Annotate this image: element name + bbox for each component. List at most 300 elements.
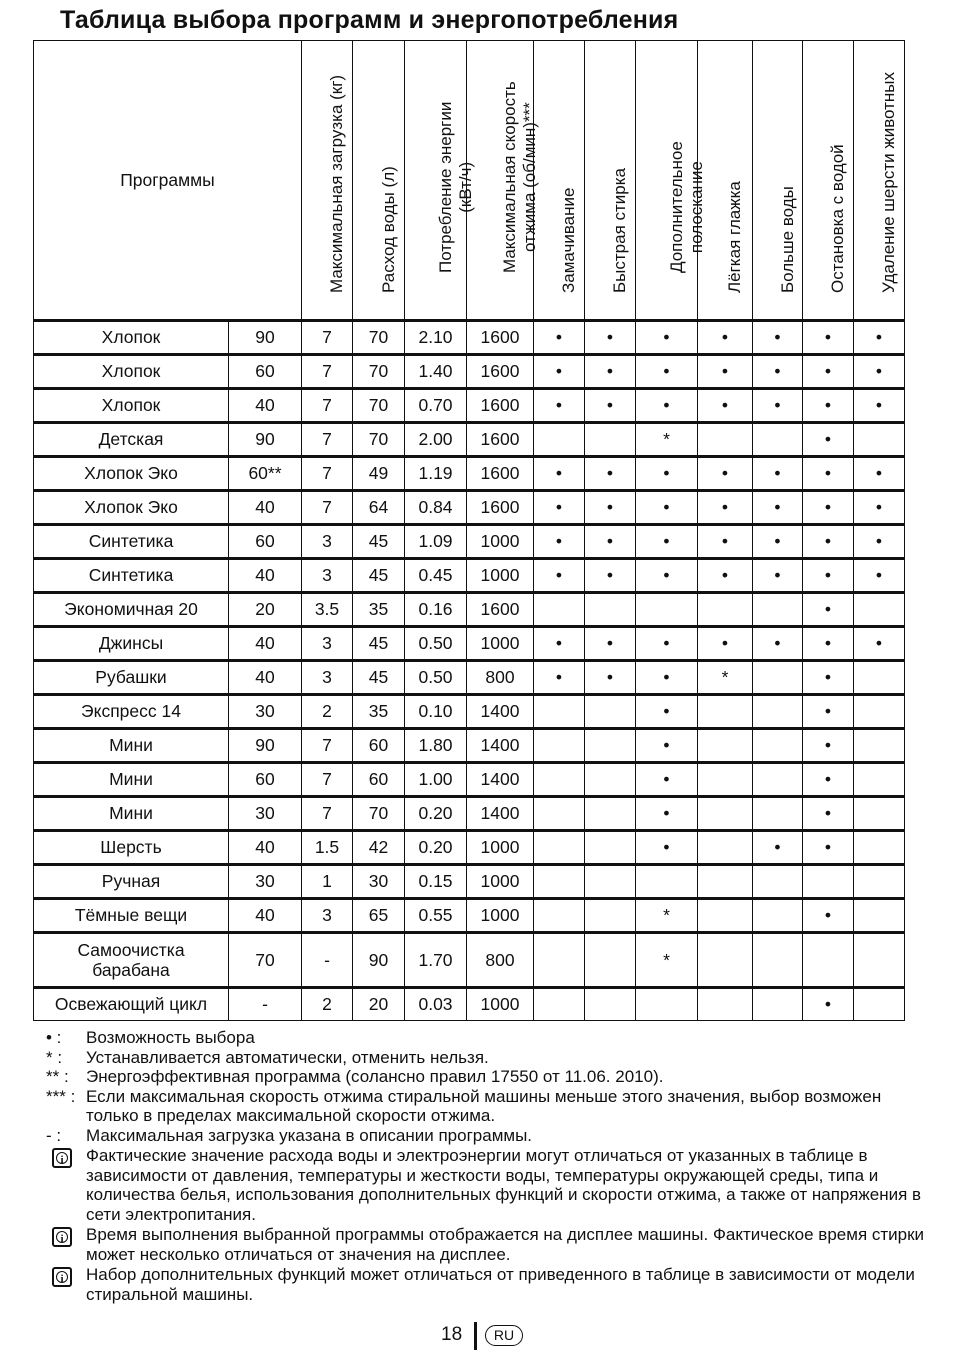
column-header-wrap [302,41,352,319]
temperature-cell: 40 [229,831,302,865]
max-spin-cell: 1400 [467,729,534,763]
option-cell: • [698,457,753,491]
info-icon [52,1267,72,1287]
temperature-cell: 40 [229,491,302,525]
water-usage-cell: 90 [353,933,405,988]
option-cell [854,763,905,797]
option-cell: • [585,321,636,355]
table-row [34,627,905,661]
option-cell [753,695,803,729]
option-cell [854,933,905,988]
max-spin-cell: 1000 [467,988,534,1021]
option-cell: • [636,389,698,423]
water-usage-cell: 20 [353,988,405,1021]
max-load-cell: 3 [302,899,353,933]
option-cell [854,593,905,627]
column-header-wrap [405,41,475,319]
option-cell [753,988,803,1021]
max-spin-cell: 1600 [467,491,534,525]
footnotes [46,1028,936,1304]
table-row [34,423,905,457]
column-header-label: Больше воды [777,186,797,293]
option-cell [698,763,753,797]
option-cell: • [534,661,585,695]
option-cell: • [636,627,698,661]
max-load-cell: 7 [302,763,353,797]
option-cell: • [753,627,803,661]
water-usage-cell: 49 [353,457,405,491]
temperature-cell: 60 [229,525,302,559]
program-name-cell: Рубашки [34,661,229,695]
max-load-cell: 7 [302,423,353,457]
option-cell: • [636,797,698,831]
water-usage-cell: 70 [353,321,405,355]
footnote-text: Если максимальная скорость отжима стиральной машины меньше этого значения, выбор возможен только в пределах максимальной скорости отжима. [86,1086,882,1125]
table-row [34,389,905,423]
option-cell: • [534,491,585,525]
option-cell: • [636,457,698,491]
info-icon [52,1148,72,1168]
water-usage-cell: 70 [353,389,405,423]
temperature-cell: 90 [229,423,302,457]
energy-usage-cell: 0.55 [405,899,467,933]
column-header [854,41,905,321]
water-usage-cell: 70 [353,423,405,457]
option-cell [534,797,585,831]
table-row [34,988,905,1021]
option-cell: • [803,525,854,559]
option-cell: • [585,661,636,695]
option-cell [534,988,585,1021]
footnote-marker: * : [46,1047,63,1067]
temperature-cell: 20 [229,593,302,627]
option-cell: • [636,763,698,797]
option-cell [753,763,803,797]
option-cell [854,865,905,899]
option-cell: • [753,525,803,559]
info-note [46,1225,936,1264]
program-name-cell: Шерсть [34,831,229,865]
energy-usage-cell: 0.70 [405,389,467,423]
option-cell [854,695,905,729]
page-title: Таблица выбора программ и энергопотребления [60,6,679,34]
option-cell: • [803,423,854,457]
option-cell [534,593,585,627]
option-cell: • [803,355,854,389]
program-name-cell: Экспресс 14 [34,695,229,729]
option-cell [636,865,698,899]
info-icon [52,1227,72,1247]
program-name-cell: Самоочистка барабана [34,933,229,988]
column-header [636,41,706,321]
temperature-cell: 40 [229,559,302,593]
option-cell [585,865,636,899]
option-cell [585,899,636,933]
option-cell: • [753,389,803,423]
option-cell [585,797,636,831]
option-cell [585,695,636,729]
program-name-cell: Хлопок [34,355,229,389]
max-load-cell: 7 [302,797,353,831]
energy-usage-cell: 0.16 [405,593,467,627]
footnote [46,1028,936,1048]
option-cell [698,988,753,1021]
option-cell: • [803,457,854,491]
option-cell: • [636,661,698,695]
max-load-cell: 3 [302,661,353,695]
option-cell [698,593,753,627]
max-spin-cell: 1600 [467,389,534,423]
temperature-cell: 40 [229,899,302,933]
energy-usage-cell: 1.09 [405,525,467,559]
footnote-text: Энергоэффективная программа (солансно правил 17550 от 11.06. 2010). [86,1067,664,1086]
max-spin-cell: 1000 [467,831,534,865]
max-load-cell: 7 [302,457,353,491]
max-spin-cell: 1400 [467,797,534,831]
column-header [585,41,636,321]
option-cell [753,899,803,933]
table-row [34,729,905,763]
option-cell: • [698,559,753,593]
max-spin-cell: 800 [467,661,534,695]
option-cell: • [803,899,854,933]
table-row [34,355,905,389]
option-cell: • [698,355,753,389]
water-usage-cell: 65 [353,899,405,933]
energy-usage-cell: 1.19 [405,457,467,491]
energy-usage-cell: 2.10 [405,321,467,355]
info-icon-glyph: i [60,1273,64,1285]
program-name-cell: Джинсы [34,627,229,661]
option-cell: • [585,491,636,525]
column-header-label: Потребление энергии (кВт/ч) [435,101,475,273]
option-cell [585,933,636,988]
option-cell: • [585,457,636,491]
table-row [34,559,905,593]
option-cell: • [803,729,854,763]
option-cell [753,661,803,695]
column-header-label: Максимальная скорость отжима (об/мин)*** [500,81,539,273]
option-cell: * [636,933,698,988]
max-load-cell: 7 [302,729,353,763]
option-cell [753,729,803,763]
temperature-cell: 60 [229,763,302,797]
max-spin-cell: 1000 [467,899,534,933]
option-cell [585,831,636,865]
option-cell [534,865,585,899]
temperature-cell: 30 [229,797,302,831]
water-usage-cell: 70 [353,797,405,831]
program-name-cell: Хлопок [34,389,229,423]
column-header-label: Быстрая стирка [610,167,629,293]
footer-divider [474,1322,477,1350]
temperature-cell: 70 [229,933,302,988]
option-cell: • [854,559,905,593]
energy-usage-cell: 0.03 [405,988,467,1021]
table-row [34,865,905,899]
table-row [34,831,905,865]
option-cell: • [534,457,585,491]
option-cell [753,423,803,457]
program-name-cell: Тёмные вещи [34,899,229,933]
option-cell [803,865,854,899]
option-cell: • [803,491,854,525]
column-header [467,41,539,321]
info-note [46,1146,936,1224]
table-row [34,933,905,988]
column-header-wrap [353,41,404,319]
footnote-text: Максимальная загрузка указана в описании программы. [86,1125,533,1145]
option-cell: * [698,661,753,695]
option-cell: • [753,831,803,865]
temperature-cell: 90 [229,729,302,763]
option-cell: • [753,491,803,525]
max-spin-cell: 1600 [467,423,534,457]
option-cell [534,695,585,729]
footnote-text: Устанавливается автоматически, отменить нельзя. [86,1047,489,1067]
info-note-text: Время выполнения выбранной программы отображается на дисплее машины. Фактическое время стирки может несколько отличаться от значения на дисплее. [86,1225,925,1264]
water-usage-cell: 64 [353,491,405,525]
table-row [34,525,905,559]
option-cell: • [753,355,803,389]
water-usage-cell: 60 [353,763,405,797]
option-cell: * [636,423,698,457]
water-usage-cell: 30 [353,865,405,899]
column-header [302,41,353,321]
table-row [34,457,905,491]
max-spin-cell: 1000 [467,865,534,899]
option-cell [854,661,905,695]
option-cell [753,933,803,988]
option-cell: • [803,695,854,729]
temperature-cell: 40 [229,661,302,695]
option-cell: • [698,389,753,423]
option-cell: • [636,695,698,729]
option-cell: • [585,559,636,593]
table-row [34,797,905,831]
program-name-cell: Мини [34,797,229,831]
water-usage-cell: 60 [353,729,405,763]
option-cell [585,729,636,763]
option-cell: • [803,593,854,627]
option-cell: • [585,627,636,661]
info-icon-glyph: i [60,1154,64,1166]
option-cell: • [585,355,636,389]
energy-usage-cell: 0.20 [405,797,467,831]
option-cell [636,593,698,627]
column-header-label: Максимальная загрузка (кг) [327,74,346,293]
option-cell: • [534,525,585,559]
info-note [46,1265,936,1304]
water-usage-cell: 45 [353,661,405,695]
option-cell: • [698,321,753,355]
column-header [353,41,405,321]
option-cell: • [803,389,854,423]
program-name-cell: Детская [34,423,229,457]
option-cell [698,831,753,865]
program-name-cell: Синтетика [34,525,229,559]
energy-usage-cell: 0.45 [405,559,467,593]
option-cell: • [636,559,698,593]
max-spin-cell: 800 [467,933,534,988]
program-table [33,40,905,1021]
max-load-cell: 3.5 [302,593,353,627]
option-cell: • [803,321,854,355]
option-cell: • [803,627,854,661]
column-header-wrap [636,41,706,319]
option-cell: • [854,355,905,389]
column-header [803,41,854,321]
max-spin-cell: 1000 [467,525,534,559]
info-note-text: Набор дополнительных функций может отличаться от приведенного в таблице в зависимости от модели стиральной машины. [86,1265,915,1304]
option-cell: • [803,988,854,1021]
info-note-text: Фактические значение расхода воды и электроэнергии могут отличаться от указанных в таблице в зависимости от давления, температуры и жесткости воды, температуры окружающей среды, типа и количества белья, использования дополнительных функций и скорости отжима, а также от напряжения в сети электропитания. [86,1146,922,1224]
program-name-cell: Синтетика [34,559,229,593]
column-header-wrap [698,41,752,319]
program-name-cell: Хлопок Эко [34,457,229,491]
option-cell: • [753,457,803,491]
page-number: 18 [441,1324,463,1345]
max-spin-cell: 1600 [467,355,534,389]
water-usage-cell: 45 [353,559,405,593]
energy-usage-cell: 1.40 [405,355,467,389]
table-row [34,695,905,729]
column-header-label: Расход воды (л) [378,166,398,293]
program-name-cell: Мини [34,729,229,763]
programs-header: Программы [34,41,302,321]
max-load-cell: 2 [302,695,353,729]
option-cell [534,763,585,797]
option-cell: • [698,491,753,525]
max-load-cell: 7 [302,389,353,423]
max-load-cell: 7 [302,321,353,355]
program-name-cell: Хлопок [34,321,229,355]
footnote-marker: • : [46,1028,62,1047]
column-header-wrap [585,41,635,319]
program-name-cell: Ручная [34,865,229,899]
option-cell: • [585,525,636,559]
energy-usage-cell: 1.80 [405,729,467,763]
max-spin-cell: 1600 [467,457,534,491]
option-cell [698,423,753,457]
option-cell: • [534,559,585,593]
energy-usage-cell: 0.20 [405,831,467,865]
option-cell [854,899,905,933]
column-header-label: Лёгкая глажка [725,181,744,293]
option-cell [534,423,585,457]
max-load-cell: 1.5 [302,831,353,865]
option-cell [585,423,636,457]
option-cell: • [854,627,905,661]
footnote-marker: *** : [46,1086,76,1106]
option-cell [854,988,905,1021]
temperature-cell: - [229,988,302,1021]
option-cell [854,423,905,457]
max-spin-cell: 1000 [467,627,534,661]
option-cell: • [698,525,753,559]
water-usage-cell: 35 [353,593,405,627]
temperature-cell: 60** [229,457,302,491]
max-spin-cell: 1600 [467,593,534,627]
option-cell: • [854,457,905,491]
option-cell [636,988,698,1021]
footnote-marker: ** : [46,1067,69,1086]
option-cell: • [803,797,854,831]
option-cell [585,763,636,797]
option-cell: • [636,491,698,525]
temperature-cell: 30 [229,865,302,899]
option-cell [854,729,905,763]
max-load-cell: 3 [302,627,353,661]
water-usage-cell: 35 [353,695,405,729]
footnote [46,1048,936,1068]
energy-usage-cell: 2.00 [405,423,467,457]
max-spin-cell: 1400 [467,763,534,797]
max-load-cell: 3 [302,525,353,559]
option-cell [854,797,905,831]
temperature-cell: 40 [229,627,302,661]
max-spin-cell: 1600 [467,321,534,355]
option-cell: • [636,831,698,865]
water-usage-cell: 42 [353,831,405,865]
option-cell: • [753,559,803,593]
option-cell: * [636,899,698,933]
table-row [34,321,905,355]
max-load-cell: 1 [302,865,353,899]
max-load-cell: 2 [302,988,353,1021]
option-cell: • [803,763,854,797]
program-name-cell: Хлопок Эко [34,491,229,525]
option-cell: • [803,661,854,695]
column-header-label: Остановка с водой [828,144,847,293]
footnote [46,1126,936,1146]
footnote-text: Возможность выбора [86,1028,255,1047]
water-usage-cell: 70 [353,355,405,389]
option-cell: • [585,389,636,423]
temperature-cell: 60 [229,355,302,389]
column-header-wrap [753,41,802,319]
option-cell: • [636,525,698,559]
language-badge: RU [485,1325,523,1346]
option-cell: • [854,321,905,355]
column-header-wrap [854,41,904,319]
temperature-cell: 90 [229,321,302,355]
max-load-cell: - [302,933,353,988]
program-name-cell: Мини [34,763,229,797]
max-load-cell: 7 [302,355,353,389]
option-cell [698,933,753,988]
water-usage-cell: 45 [353,627,405,661]
option-cell: • [803,559,854,593]
option-cell: • [534,355,585,389]
option-cell [534,729,585,763]
column-header [405,41,475,321]
option-cell [585,593,636,627]
option-cell [698,865,753,899]
option-cell [854,831,905,865]
option-cell: • [753,321,803,355]
table-row [34,491,905,525]
option-cell [698,797,753,831]
option-cell [698,695,753,729]
program-name-cell: Освежающий цикл [34,988,229,1021]
column-header-wrap [803,41,853,319]
option-cell [803,933,854,988]
column-header-label: Удаление шерсти животных [879,71,898,293]
option-cell: • [636,729,698,763]
option-cell: • [698,627,753,661]
column-header-wrap [467,41,539,319]
